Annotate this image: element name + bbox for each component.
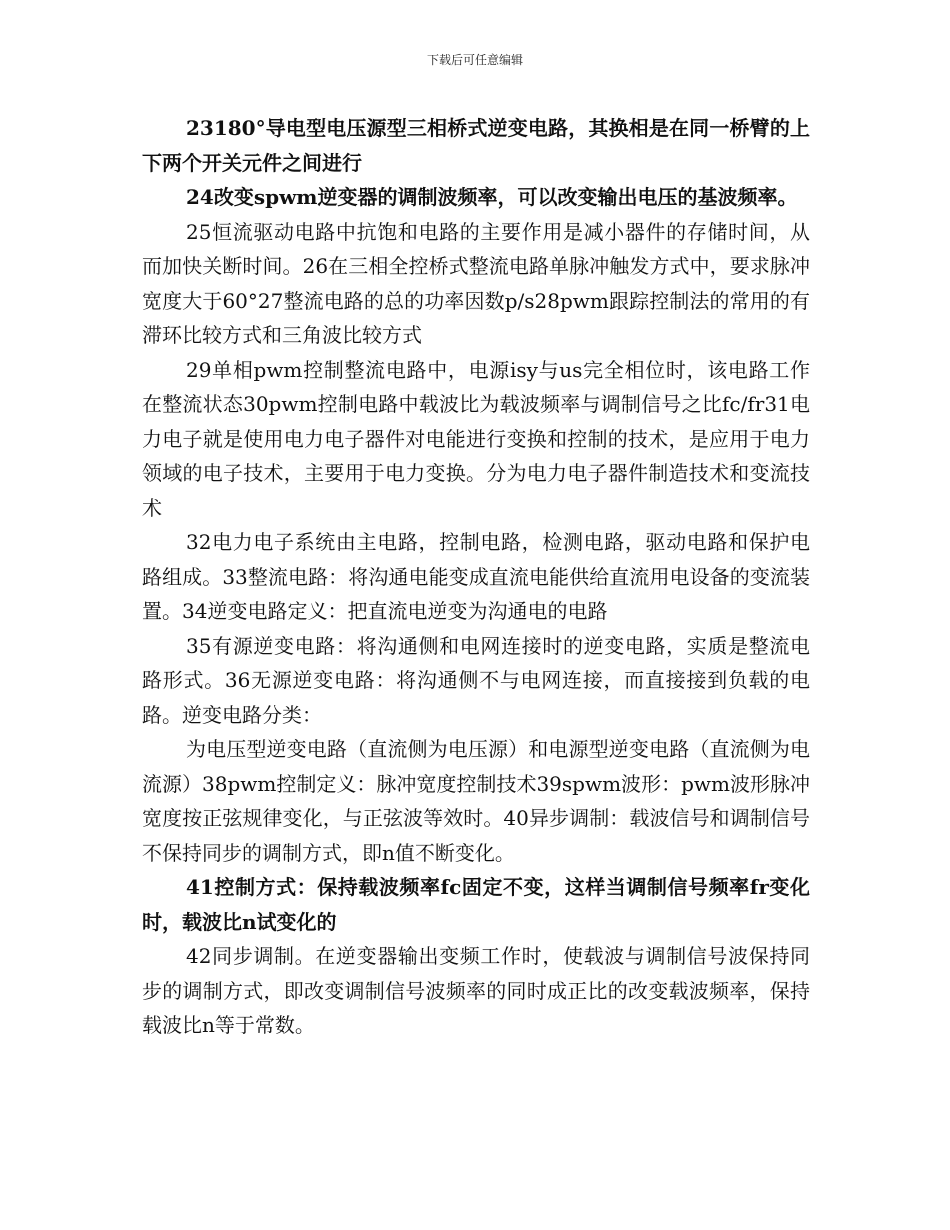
paragraph-24: 24改变spwm逆变器的调制波频率，可以改变输出电压的基波频率。 [186,185,798,209]
paragraph-23: 23180°导电型电压源型三相桥式逆变电路，其换相是在同一桥臂的上下两个开关元件之间进行 [142,116,810,175]
paragraph-25-28: 25恒流驱动电路中抗饱和电路的主要作用是减小器件的存储时间，从而加快关断时间。26在三相全控桥式整流电路单脉冲触发方式中，要求脉冲宽度大于60°27整流电路的总的功率因数p/s28pwm跟踪控制法的常用的有滞环比较方式和三角波比较方式 [142,219,810,347]
paragraph-35-36: 35有源逆变电路：将沟通侧和电网连接时的逆变电路，实质是整流电路形式。36无源逆变电路：将沟通侧不与电网连接，而直接接到负载的电路。逆变电路分类： [142,633,810,727]
paragraph-32-34: 32电力电子系统由主电路，控制电路，检测电路，驱动电路和保护电路组成。33整流电路：将沟通电能变成直流电能供给直流用电设备的变流装置。34逆变电路定义：把直流电逆变为沟通电的电路 [142,530,810,623]
paragraph-42: 42同步调制。在逆变器输出变频工作时，使载波与调制信号波保持同步的调制方式，即改变调制信号波频率的同时成正比的改变载波频率，保持载波比n等于常数。 [142,944,810,1037]
paragraph-37-40: 为电压型逆变电路（直流侧为电压源）和电源型逆变电路（直流侧为电流源）38pwm控制定义：脉冲宽度控制技术39spwm波形：pwm波形脉冲宽度按正弦规律变化，与正弦波等效时。40异步调制：载波信号和调制信号不保持同步的调制方式，即n值不断变化。 [142,737,810,865]
document-body [142,111,810,1043]
paragraph-41: 41控制方式：保持载波频率fc固定不变，这样当调制信号频率fr变化时，载波比n试变化的 [142,875,810,934]
page-header: 下载后可任意编辑 [426,53,523,67]
paragraph-29-31: 29单相pwm控制整流电路中，电源isy与us完全相位时，该电路工作在整流状态30pwm控制电路中载波比为载波频率与调制信号之比fc/fr31电力电子就是使用电力电子器件对电能进行变换和控制的技术，是应用于电力领域的电子技术，主要用于电力变换。分为电力电子器件制造技术和变流技术 [142,357,810,520]
